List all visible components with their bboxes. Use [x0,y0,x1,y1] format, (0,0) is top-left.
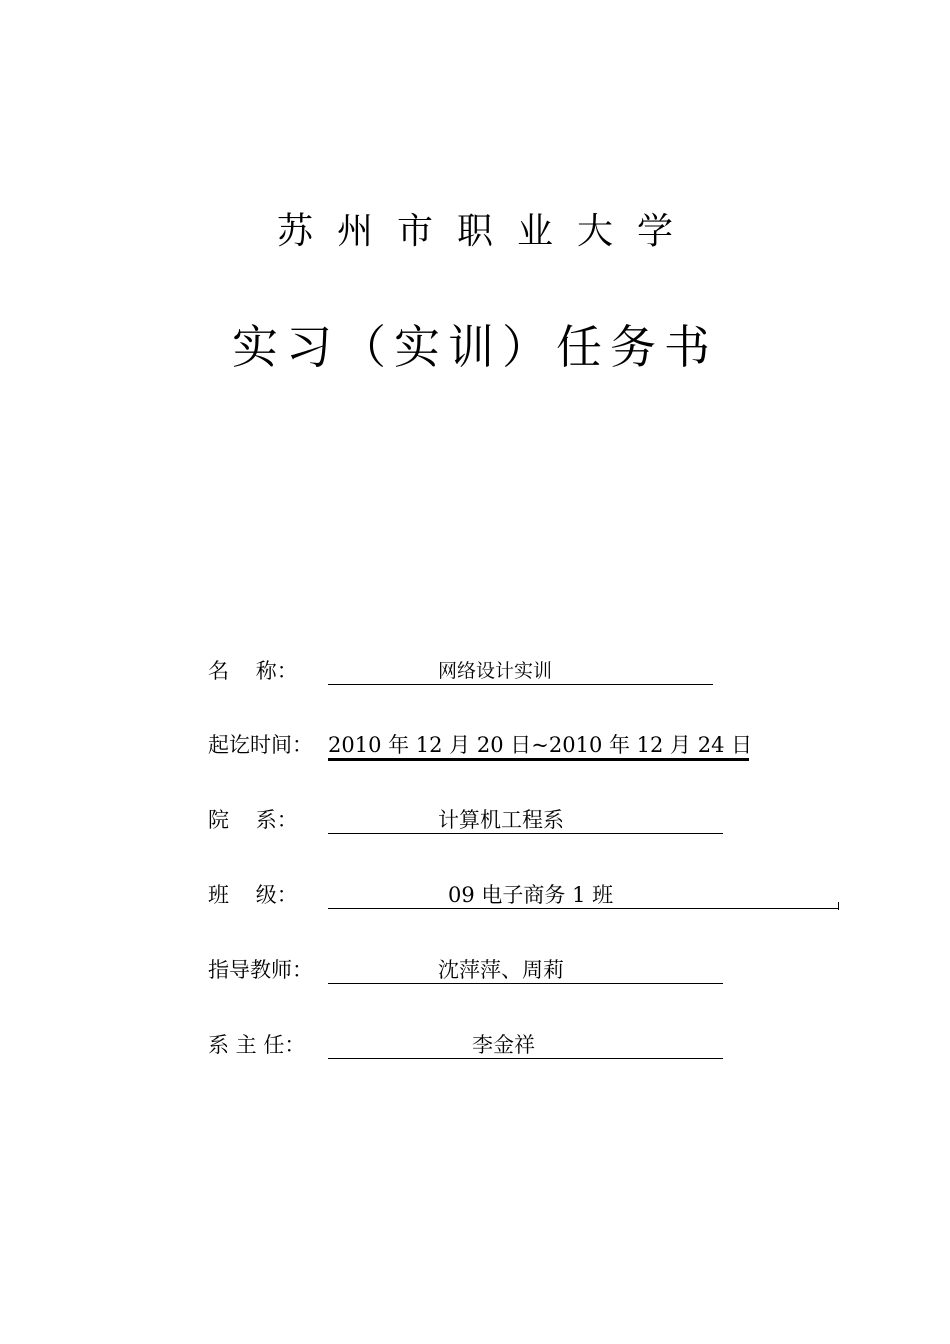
field-label-department: 院 系： [208,808,298,832]
field-label-name: 名 称： [208,659,298,683]
field-value-name: 网络设计实训 [438,660,553,682]
field-row-name [208,656,848,690]
field-label-period: 起讫时间： [208,733,313,757]
field-label-instructor: 指导教师： [208,958,313,982]
field-value-director: 李金祥 [472,1033,535,1057]
field-row-period [208,730,848,764]
field-value-instructor: 沈萍萍、周莉 [438,958,564,982]
field-value-period: 2010 年 12 月 20 日~2010 年 12 月 24 日 [328,733,753,757]
field-row-director [208,1030,848,1064]
document-title: 实习（实训）任务书 [232,320,718,374]
field-row-instructor [208,955,848,989]
field-value-class: 09 电子商务 1 班 [448,883,614,907]
field-row-class [208,880,848,914]
field-label-director: 系 主 任： [208,1033,306,1057]
field-underline-tail [838,902,841,910]
field-row-department [208,805,848,839]
university-name: 苏州市职业大学 [276,211,697,252]
field-label-class: 班 级： [208,883,298,907]
field-value-department: 计算机工程系 [438,808,564,832]
